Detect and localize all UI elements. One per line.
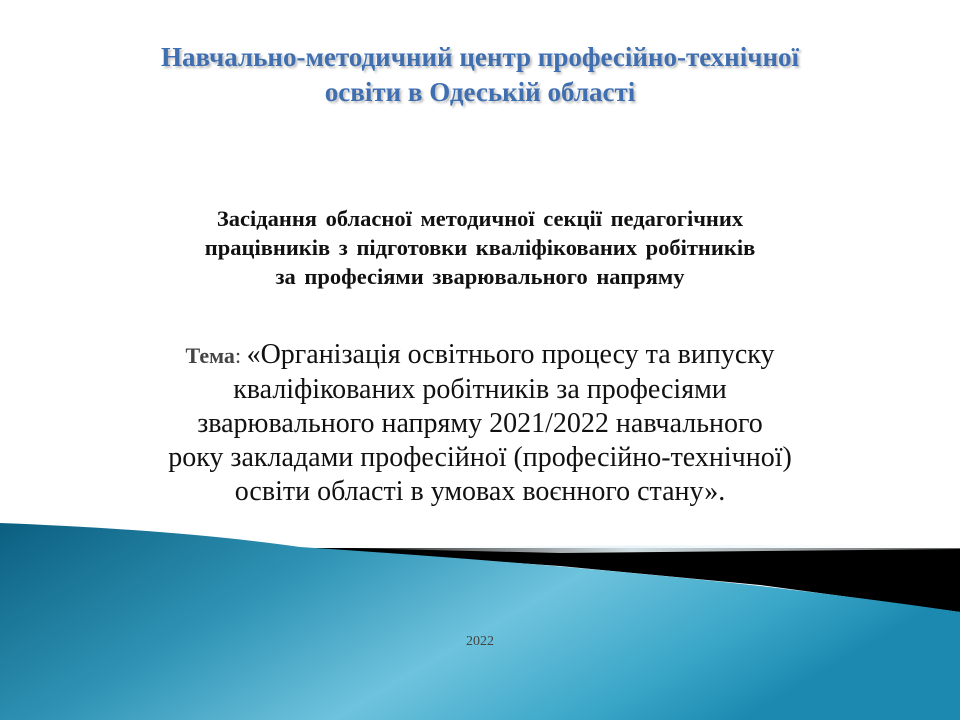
organization-title-line: освіти в Одеській області bbox=[324, 77, 636, 107]
topic-colon: : bbox=[234, 343, 247, 368]
meeting-heading bbox=[60, 204, 900, 291]
topic-line: року закладами професійної (професійно-технічної) bbox=[168, 442, 792, 473]
topic-line: освіти області в умовах воєнного стану». bbox=[234, 476, 726, 507]
topic-line: зварювального напряму 2021/2022 навчального bbox=[197, 408, 763, 439]
topic-line: кваліфікованих робітників за професіями bbox=[233, 374, 727, 405]
topic-line-first bbox=[40, 338, 920, 373]
meeting-heading-line: працівників з підготовки кваліфікованих робітників bbox=[204, 235, 756, 260]
meeting-heading-line: за професіями зварювального напряму bbox=[275, 264, 685, 289]
organization-title-line: Навчально-методичний центр професійно-технічної bbox=[160, 42, 800, 72]
organization-title bbox=[80, 40, 880, 110]
topic-line: «Організація освітнього процесу та випуску bbox=[246, 339, 775, 370]
year-label: 2022 bbox=[466, 634, 494, 649]
topic-block bbox=[40, 338, 920, 509]
meeting-heading-line: Засідання обласної методичної секції педагогічних bbox=[216, 206, 744, 231]
topic-label: Тема bbox=[185, 343, 235, 368]
